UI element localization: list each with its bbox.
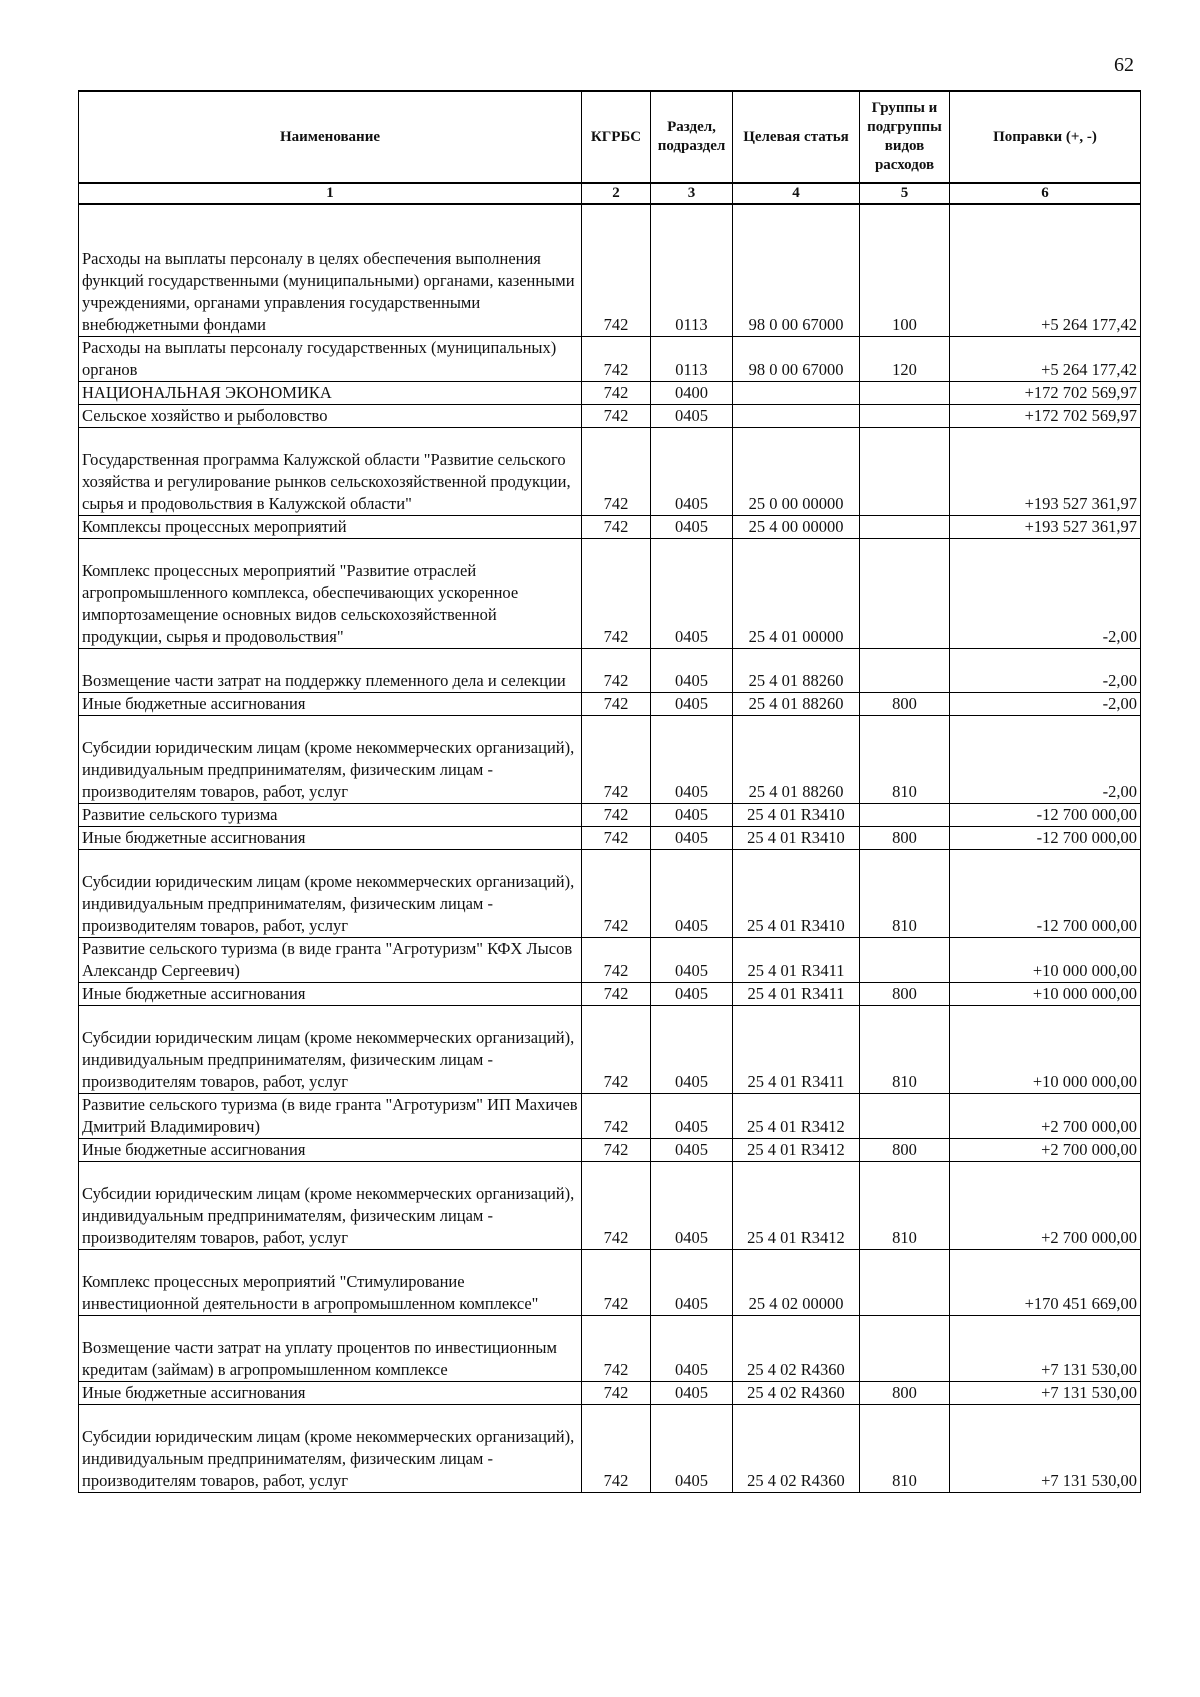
row-name: Возмещение части затрат на уплату процентов по инвестиционным кредитам (займам) в агропромышленном комплексе	[79, 1315, 582, 1381]
row-kgrbs: 742	[582, 427, 651, 515]
row-target: 25 4 01 00000	[733, 538, 860, 648]
column-number: 2	[582, 183, 651, 204]
row-amount: -12 700 000,00	[950, 826, 1141, 849]
row-razdel: 0405	[651, 803, 733, 826]
row-razdel: 0405	[651, 1404, 733, 1492]
header-razdel: Раздел, подраздел	[651, 91, 733, 183]
row-group	[860, 404, 950, 427]
row-name: Иные бюджетные ассигнования	[79, 692, 582, 715]
row-razdel: 0405	[651, 1138, 733, 1161]
table-row	[79, 648, 1141, 692]
row-amount: -2,00	[950, 715, 1141, 803]
column-number: 3	[651, 183, 733, 204]
row-amount: +10 000 000,00	[950, 937, 1141, 982]
row-group: 100	[860, 204, 950, 336]
row-name: Комплекс процессных мероприятий "Развитие отраслей агропромышленного комплекса, обеспечивающих ускоренное импортозамещение основных видов сельскохозяйственной продукции, сырья и продовольствия"	[79, 538, 582, 648]
row-razdel: 0405	[651, 937, 733, 982]
row-amount: +7 131 530,00	[950, 1381, 1141, 1404]
row-razdel: 0405	[651, 1161, 733, 1249]
row-kgrbs: 742	[582, 381, 651, 404]
row-razdel: 0405	[651, 982, 733, 1005]
row-kgrbs: 742	[582, 538, 651, 648]
row-group	[860, 1315, 950, 1381]
row-group: 810	[860, 1005, 950, 1093]
row-amount: +170 451 669,00	[950, 1249, 1141, 1315]
row-target: 25 4 01 R3411	[733, 937, 860, 982]
row-amount: +172 702 569,97	[950, 381, 1141, 404]
row-target: 25 4 01 R3411	[733, 982, 860, 1005]
row-kgrbs: 742	[582, 826, 651, 849]
table-row	[79, 849, 1141, 937]
row-kgrbs: 742	[582, 849, 651, 937]
row-amount: -12 700 000,00	[950, 803, 1141, 826]
row-name: Субсидии юридическим лицам (кроме некоммерческих организаций), индивидуальным предпринимателям, физическим лицам - производителям товаров, работ, услуг	[79, 849, 582, 937]
row-name: Развитие сельского туризма (в виде гранта "Агротуризм" КФХ Лысов Александр Сергеевич)	[79, 937, 582, 982]
row-name: НАЦИОНАЛЬНАЯ ЭКОНОМИКА	[79, 381, 582, 404]
row-name: Иные бюджетные ассигнования	[79, 826, 582, 849]
table-row	[79, 1404, 1141, 1492]
header-row	[79, 91, 1141, 183]
row-kgrbs: 742	[582, 982, 651, 1005]
row-group	[860, 538, 950, 648]
row-kgrbs: 742	[582, 1161, 651, 1249]
row-target: 98 0 00 67000	[733, 204, 860, 336]
row-kgrbs: 742	[582, 204, 651, 336]
table-row	[79, 1093, 1141, 1138]
row-target: 25 4 01 R3412	[733, 1138, 860, 1161]
row-group	[860, 1093, 950, 1138]
row-name: Комплекс процессных мероприятий "Стимулирование инвестиционной деятельности в агропромышленном комплексе"	[79, 1249, 582, 1315]
table-row	[79, 538, 1141, 648]
row-name: Развитие сельского туризма	[79, 803, 582, 826]
row-name: Субсидии юридическим лицам (кроме некоммерческих организаций), индивидуальным предпринимателям, физическим лицам - производителям товаров, работ, услуг	[79, 715, 582, 803]
row-name: Государственная программа Калужской области "Развитие сельского хозяйства и регулирование рынков сельскохозяйственной продукции, сырья и продовольствия в Калужской области"	[79, 427, 582, 515]
table-row	[79, 937, 1141, 982]
header-kgrbs: КГРБС	[582, 91, 651, 183]
row-kgrbs: 742	[582, 715, 651, 803]
table-row	[79, 381, 1141, 404]
table-row	[79, 692, 1141, 715]
row-kgrbs: 742	[582, 1138, 651, 1161]
row-razdel: 0405	[651, 515, 733, 538]
row-group: 810	[860, 849, 950, 937]
row-target: 25 4 01 88260	[733, 648, 860, 692]
row-amount: -2,00	[950, 648, 1141, 692]
row-amount: +172 702 569,97	[950, 404, 1141, 427]
row-name: Расходы на выплаты персоналу в целях обеспечения выполнения функций государственными (муниципальными) органами, казенными учреждениями, органами управления государственными внебюджетными фондами	[79, 204, 582, 336]
budget-amendments-table	[78, 90, 1141, 1493]
row-amount: -2,00	[950, 538, 1141, 648]
row-name: Субсидии юридическим лицам (кроме некоммерческих организаций), индивидуальным предпринимателям, физическим лицам - производителям товаров, работ, услуг	[79, 1404, 582, 1492]
row-razdel: 0405	[651, 849, 733, 937]
row-name: Иные бюджетные ассигнования	[79, 982, 582, 1005]
table-row	[79, 1381, 1141, 1404]
row-group: 800	[860, 982, 950, 1005]
row-target: 25 4 01 R3412	[733, 1161, 860, 1249]
table-row	[79, 1005, 1141, 1093]
row-name: Комплексы процессных мероприятий	[79, 515, 582, 538]
column-number: 4	[733, 183, 860, 204]
row-razdel: 0405	[651, 1381, 733, 1404]
row-target: 25 4 02 00000	[733, 1249, 860, 1315]
header-target: Целевая статья	[733, 91, 860, 183]
row-kgrbs: 742	[582, 1093, 651, 1138]
table-row	[79, 1161, 1141, 1249]
row-razdel: 0400	[651, 381, 733, 404]
row-razdel: 0405	[651, 404, 733, 427]
table-row	[79, 404, 1141, 427]
row-razdel: 0405	[651, 538, 733, 648]
row-kgrbs: 742	[582, 937, 651, 982]
row-amount: +2 700 000,00	[950, 1138, 1141, 1161]
row-group	[860, 648, 950, 692]
row-target: 25 4 01 R3412	[733, 1093, 860, 1138]
row-amount: +2 700 000,00	[950, 1093, 1141, 1138]
row-group: 120	[860, 336, 950, 381]
row-name: Субсидии юридическим лицам (кроме некоммерческих организаций), индивидуальным предпринимателям, физическим лицам - производителям товаров, работ, услуг	[79, 1005, 582, 1093]
row-kgrbs: 742	[582, 404, 651, 427]
row-razdel: 0405	[651, 1315, 733, 1381]
row-target: 25 0 00 00000	[733, 427, 860, 515]
row-target: 25 4 00 00000	[733, 515, 860, 538]
table-row	[79, 204, 1141, 336]
row-razdel: 0405	[651, 715, 733, 803]
row-amount: -2,00	[950, 692, 1141, 715]
row-razdel: 0405	[651, 648, 733, 692]
row-kgrbs: 742	[582, 515, 651, 538]
row-target: 25 4 01 R3410	[733, 803, 860, 826]
row-group: 810	[860, 1404, 950, 1492]
row-target	[733, 381, 860, 404]
row-kgrbs: 742	[582, 648, 651, 692]
row-kgrbs: 742	[582, 1249, 651, 1315]
row-target: 98 0 00 67000	[733, 336, 860, 381]
row-group	[860, 381, 950, 404]
row-target: 25 4 01 88260	[733, 692, 860, 715]
row-amount: +7 131 530,00	[950, 1315, 1141, 1381]
row-target	[733, 404, 860, 427]
row-group	[860, 803, 950, 826]
row-kgrbs: 742	[582, 692, 651, 715]
column-number: 6	[950, 183, 1141, 204]
row-target: 25 4 01 88260	[733, 715, 860, 803]
table-row	[79, 982, 1141, 1005]
row-group: 800	[860, 826, 950, 849]
row-name: Сельское хозяйство и рыболовство	[79, 404, 582, 427]
row-group: 800	[860, 1381, 950, 1404]
row-kgrbs: 742	[582, 1005, 651, 1093]
row-amount: +7 131 530,00	[950, 1404, 1141, 1492]
table-row	[79, 1138, 1141, 1161]
table-row	[79, 427, 1141, 515]
table-row	[79, 1249, 1141, 1315]
row-amount: +193 527 361,97	[950, 427, 1141, 515]
table-row	[79, 1315, 1141, 1381]
header-amend: Поправки (+, -)	[950, 91, 1141, 183]
row-amount: +193 527 361,97	[950, 515, 1141, 538]
row-name: Расходы на выплаты персоналу государственных (муниципальных) органов	[79, 336, 582, 381]
row-razdel: 0405	[651, 692, 733, 715]
row-razdel: 0113	[651, 204, 733, 336]
row-group: 810	[860, 715, 950, 803]
row-group	[860, 427, 950, 515]
header-name: Наименование	[79, 91, 582, 183]
table-row	[79, 826, 1141, 849]
row-amount: +10 000 000,00	[950, 982, 1141, 1005]
row-target: 25 4 01 R3410	[733, 826, 860, 849]
column-numbers-row	[79, 183, 1141, 204]
row-name: Развитие сельского туризма (в виде гранта "Агротуризм" ИП Махичев Дмитрий Владимирович)	[79, 1093, 582, 1138]
table-row	[79, 515, 1141, 538]
page-number: 62	[1114, 54, 1134, 76]
row-kgrbs: 742	[582, 1381, 651, 1404]
column-number: 5	[860, 183, 950, 204]
row-razdel: 0405	[651, 1249, 733, 1315]
row-kgrbs: 742	[582, 336, 651, 381]
row-razdel: 0405	[651, 826, 733, 849]
row-target: 25 4 01 R3410	[733, 849, 860, 937]
row-target: 25 4 02 R4360	[733, 1404, 860, 1492]
row-group: 800	[860, 1138, 950, 1161]
table-row	[79, 715, 1141, 803]
row-name: Иные бюджетные ассигнования	[79, 1138, 582, 1161]
row-name: Возмещение части затрат на поддержку племенного дела и селекции	[79, 648, 582, 692]
column-number: 1	[79, 183, 582, 204]
table-row	[79, 803, 1141, 826]
row-target: 25 4 01 R3411	[733, 1005, 860, 1093]
row-razdel: 0405	[651, 1093, 733, 1138]
row-amount: +5 264 177,42	[950, 336, 1141, 381]
row-group	[860, 1249, 950, 1315]
row-target: 25 4 02 R4360	[733, 1315, 860, 1381]
row-group: 800	[860, 692, 950, 715]
row-razdel: 0405	[651, 1005, 733, 1093]
row-amount: +5 264 177,42	[950, 204, 1141, 336]
row-name: Субсидии юридическим лицам (кроме некоммерческих организаций), индивидуальным предпринимателям, физическим лицам - производителям товаров, работ, услуг	[79, 1161, 582, 1249]
row-target: 25 4 02 R4360	[733, 1381, 860, 1404]
row-group: 810	[860, 1161, 950, 1249]
row-name: Иные бюджетные ассигнования	[79, 1381, 582, 1404]
row-kgrbs: 742	[582, 1315, 651, 1381]
row-amount: -12 700 000,00	[950, 849, 1141, 937]
row-group	[860, 515, 950, 538]
row-group	[860, 937, 950, 982]
table-row	[79, 336, 1141, 381]
row-razdel: 0405	[651, 427, 733, 515]
header-groups: Группы и подгруппы видов расходов	[860, 91, 950, 183]
row-razdel: 0113	[651, 336, 733, 381]
row-kgrbs: 742	[582, 1404, 651, 1492]
row-kgrbs: 742	[582, 803, 651, 826]
row-amount: +10 000 000,00	[950, 1005, 1141, 1093]
row-amount: +2 700 000,00	[950, 1161, 1141, 1249]
